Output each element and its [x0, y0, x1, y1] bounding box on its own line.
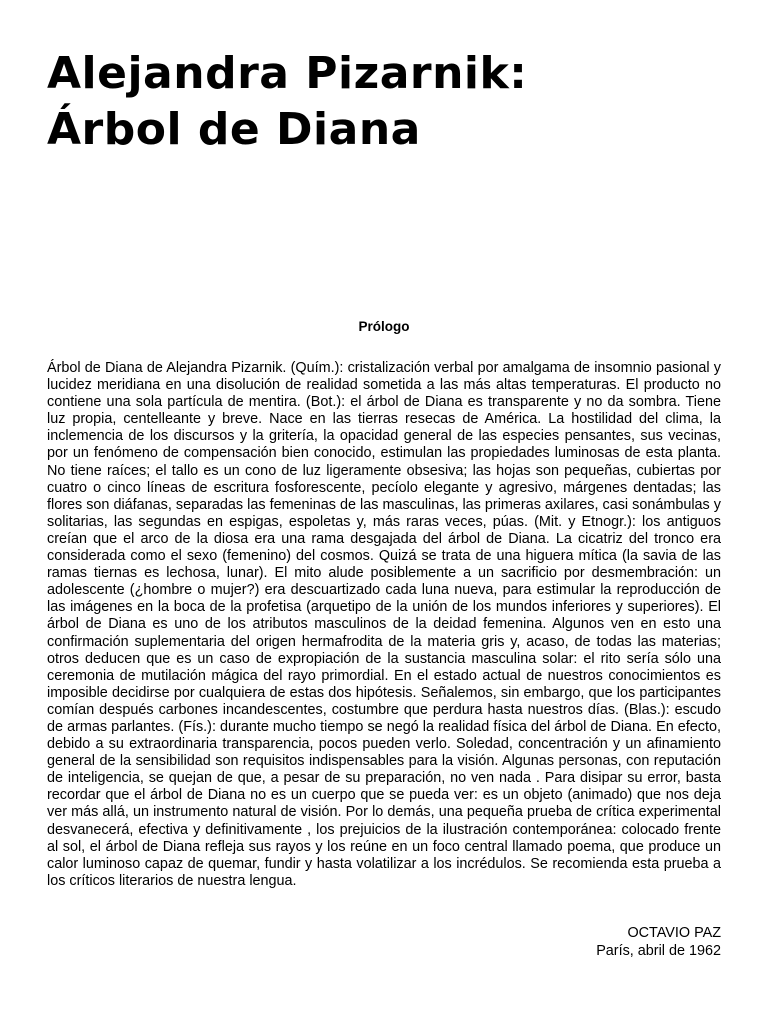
signature-place-date: París, abril de 1962 [596, 942, 721, 959]
prologue-paragraph: Árbol de Diana de Alejandra Pizarnik. (Quím.): cristalización verbal por amalgama de insomnio pasional y lucidez meridiana en una disolución de realidad sometida a las más altas temperaturas. El producto no contiene una sola partícula de mentira. (Bot.): el árbol de Diana es transparente y no da sombra. Tiene luz propia, centelleante y breve. Nace en las tierras resecas de América. La hostilidad del clima, la inclemencia de los discursos y la gritería, la opacidad general de las especies pensantes, sus vecinas, por un fenómeno de compensación bien conocido, estimulan las propiedades luminosas de esta planta. No tiene raíces; el tallo es un cono de luz ligeramente obsesiva; las hojas son pequeñas, cubiertas por cuatro o cinco líneas de escritura fosforescente, pecíolo elegante y agresivo, márgenes dentadas; las flores son diáfanas, separadas las femeninas de las masculinas, las primeras axilares, casi sonámbulas y solitarias, las segundas en espigas, espoletas y, más raras veces, púas. (Mit. y Etnogr.): los antiguos creían que el arco de la diosa era una rama desgajada del árbol de Diana. La cicatriz del tronco era considerada como el sexo (femenino) del cosmos. Quizá se trata de una higuera mítica (la savia de las ramas tiernas es lechosa, lunar). El mito alude posiblemente a un sacrificio por desmembración: un adolescente (¿hombre o mujer?) era descuartizado cada luna nueva, para estimular la reproducción de las imágenes en la boca de la profetisa (arquetipo de la unión de los mundos inferiores y superiores). El árbol de Diana es uno de los atributos masculinos de la deidad femenina. Algunos ven en esto una confirmación suplementaria del origen hermafrodita de la materia gris y, acaso, de todas las materias; otros deducen que es un caso de expropiación de la sustancia masculina solar: el rito sería sólo una ceremonia de mutilación mágica del rayo primordial. En el estado actual de nuestros conocimientos es imposible decidirse por cualquiera de estas dos hipótesis. Señalemos, sin embargo, que los participantes comían después carbones incandescentes, costumbre que perdura hasta nuestros días. (Blas.): escudo de armas parlantes. (Fís.): durante mucho tiempo se negó la realidad física del árbol de Diana. En efecto, debido a su extraordinaria transparencia, pocos pueden verlo. Soledad, concentración y un afinamiento general de la sensibilidad son requisitos indispensables para la visión. Algunas personas, con reputación de inteligencia, se quejan de que, a pesar de su preparación, no ven nada . Para disipar su error, basta recordar que el árbol de Diana no es un cuerpo que se pueda ver: es un objeto (animado) que nos deja ver más allá, un instrumento natural de visión. Por lo demás, una pequeña prueba de crítica experimental desvanecerá, efectiva y definitivamente , los prejuicios de la ilustración contemporánea: colocado frente al sol, el árbol de Diana refleja sus rayos y los reúne en un foco central llamado poema, que produce un calor luminoso capaz de quemar, fundir y hasta volatilizar a los incrédulos. Se recomienda esta prueba a los críticos literarios de nuestra lengua. [47, 360, 721, 889]
title-line-2: Árbol de Diana [47, 104, 421, 155]
title-line-1: Alejandra Pizarnik: [47, 48, 528, 99]
signature-block [596, 925, 721, 960]
section-heading: Prólogo [358, 319, 410, 334]
signature-name: OCTAVIO PAZ [627, 925, 721, 941]
document-title [47, 46, 727, 158]
